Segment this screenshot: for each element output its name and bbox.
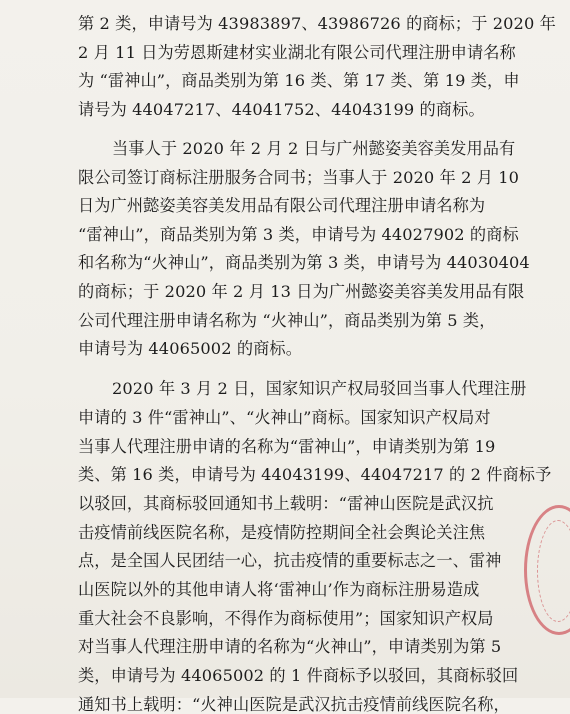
text-line: 通知书上载明：“火神山医院是武汉抗击疫情前线医院名称， [78,695,510,714]
paragraph-start-line: 2020 年 3 月 2 日，国家知识产权局驳回当事人代理注册 [112,379,527,398]
text-line: 的商标；于 2020 年 2 月 13 日为广州懿姿美容美发用品有限 [78,282,525,301]
text-line: 山医院以外的其他申请人将‘雷神山’作为商标注册易造成 [78,580,480,599]
text-line: 以驳回，其商标驳回通知书上载明：“雷神山医院是武汉抗 [78,494,494,513]
red-seal-stamp [524,505,570,635]
text-line: 对当事人代理注册申请的名称为“火神山”，申请类别为第 5 [78,637,502,656]
text-line: 请号为 44047217、44041752、44043199 的商标。 [78,100,485,119]
text-line: 重大社会不良影响，不得作为商标使用”；国家知识产权局 [78,609,494,628]
text-line: 日为广州懿姿美容美发用品有限公司代理注册申请名称为 [78,196,486,215]
text-line: 限公司签订商标注册服务合同书；当事人于 2020 年 2 月 10 [78,168,520,187]
paragraph-start-line: 当事人于 2020 年 2 月 2 日与广州懿姿美容美发用品有 [112,139,516,158]
text-line: 点，是全国人民团结一心，抗击疫情的重要标志之一、雷神 [78,551,502,570]
text-line: 击疫情前线医院名称，是疫情防控期间全社会舆论关注焦 [78,523,486,542]
text-line: 第 2 类，申请号为 43983897、43986726 的商标；于 2020 年 [78,14,556,33]
text-line: 类，申请号为 44065002 的 1 件商标予以驳回，其商标驳回 [78,666,519,685]
seal-inner-ring [537,520,570,622]
text-line: 为 “雷神山”，商品类别为第 16 类、第 17 类、第 19 类，申 [78,71,520,90]
text-line: 2 月 11 日为劳恩斯建材实业湖北有限公司代理注册申请名称 [78,43,516,62]
text-line: 类、第 16 类，申请号为 44043199、44047217 的 2 件商标予 [78,465,552,484]
text-line: “雷神山”，商品类别为第 3 类，申请号为 44027902 的商标 [78,225,519,244]
text-line: 当事人代理注册申请的名称为“雷神山”，申请类别为第 19 [78,437,496,456]
text-line: 和名称为“火神山”，商品类别为第 3 类，申请号为 44030404 [78,253,530,272]
text-line: 申请的 3 件“雷神山”、“火神山”商标。国家知识产权局对 [78,408,491,427]
text-line: 申请号为 44065002 的商标。 [78,339,302,358]
text-line: 公司代理注册申请名称为 “火神山”，商品类别为第 5 类， [78,311,496,330]
